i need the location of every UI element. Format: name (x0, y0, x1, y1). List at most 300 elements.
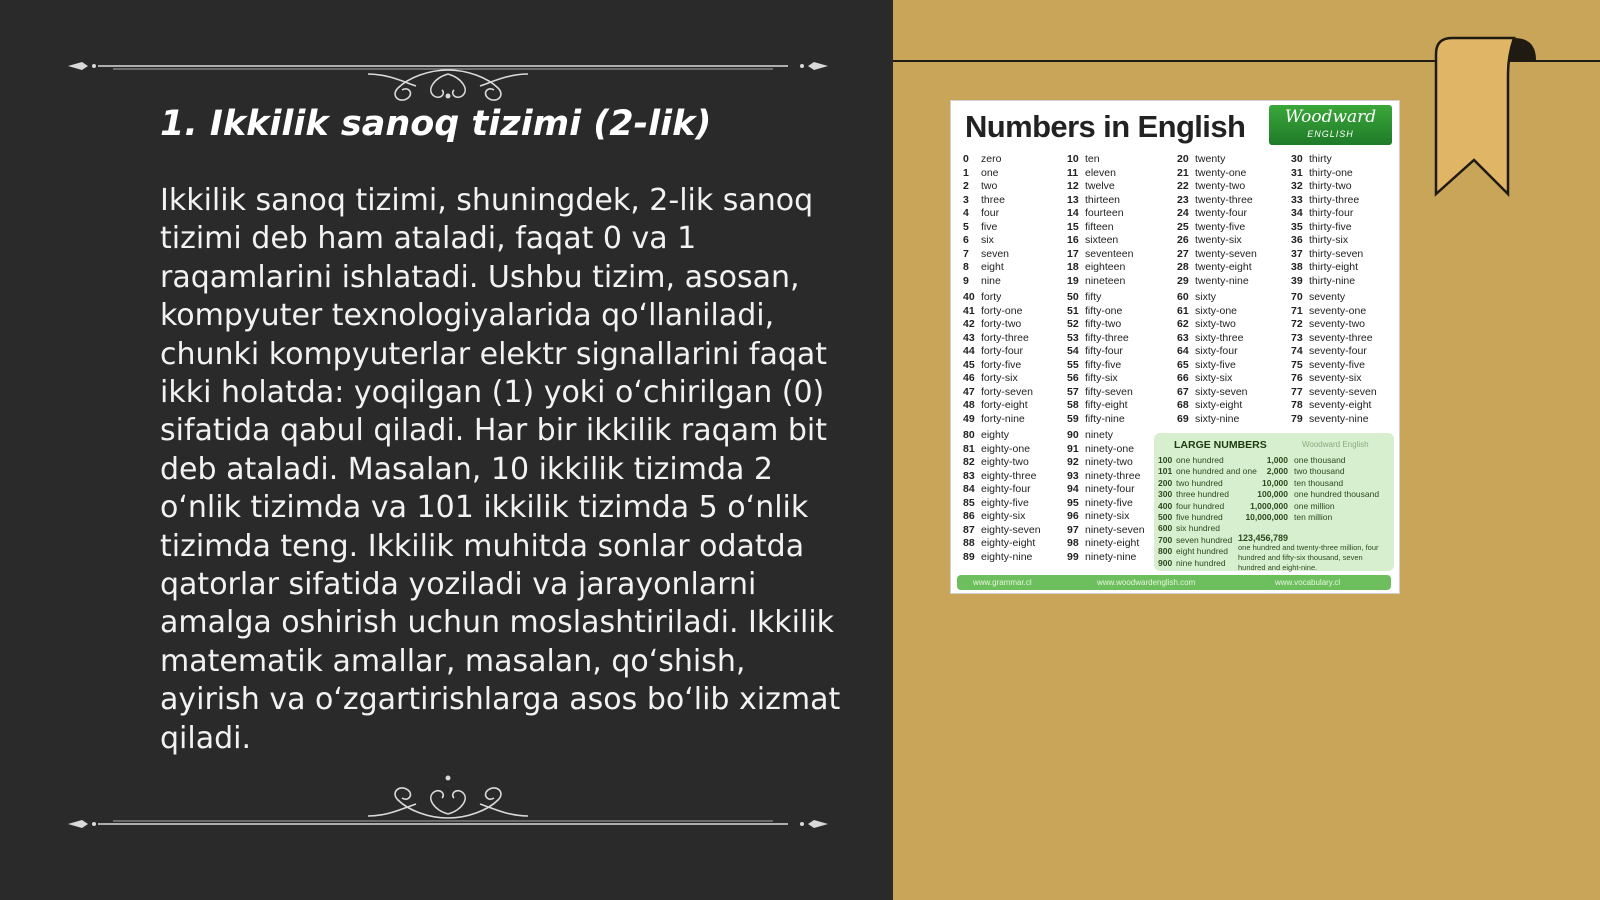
number-word: eighty-eight (981, 537, 1036, 549)
number-row (1177, 345, 1257, 359)
number-word: fifty-one (1085, 304, 1123, 317)
number-row (963, 443, 1041, 457)
number-digit: 15 (1067, 220, 1079, 233)
number-row (963, 470, 1041, 484)
number-row (1067, 510, 1145, 524)
number-digit: 78 (1291, 399, 1303, 411)
number-word: sixty-four (1195, 345, 1238, 357)
number-digit: 29 (1177, 274, 1189, 287)
number-word: four (981, 207, 1000, 219)
number-row (963, 456, 1041, 470)
number-word: forty-four (981, 345, 1024, 357)
large-number-row (1158, 489, 1379, 499)
number-row (1291, 167, 1377, 181)
number-row (1177, 167, 1257, 181)
number-word: ninety-nine (1085, 550, 1137, 563)
numbers-column-1 (963, 153, 1041, 564)
number-row (963, 275, 1041, 289)
number-word: twenty-one (1195, 166, 1247, 179)
large-number-cell: 10,000 (1262, 477, 1288, 488)
number-row (963, 497, 1041, 511)
large-number-cell: two hundred (1176, 477, 1223, 488)
number-word: eighty-seven (981, 523, 1041, 536)
large-number-cell: 100,000 (1257, 489, 1288, 500)
number-word: seventy (1309, 291, 1346, 303)
number-row (1291, 332, 1377, 346)
number-digit: 31 (1291, 166, 1303, 179)
large-number-cell: five hundred (1176, 512, 1223, 522)
number-word: seventy-three (1309, 331, 1373, 344)
big-number-words: one hundred and twenty-three million, four hundred and fifty-six thousand, seven hundred and eight-nine. (1238, 543, 1379, 572)
number-digit: 4 (963, 207, 969, 219)
number-word: thirty-five (1309, 220, 1352, 233)
number-row (963, 345, 1041, 359)
number-word: forty-two (981, 318, 1022, 330)
large-number-cell: 1,000 (1266, 455, 1288, 465)
number-word: seventy-two (1309, 318, 1366, 330)
number-row (963, 305, 1041, 319)
number-word: fifty-four (1085, 345, 1123, 357)
number-word: fourteen (1085, 207, 1124, 219)
number-digit: 3 (963, 193, 969, 206)
large-number-cell: one hundred (1176, 455, 1224, 465)
number-digit: 63 (1177, 331, 1189, 344)
number-digit: 1 (963, 166, 969, 179)
number-word: sixteen (1085, 234, 1119, 246)
number-digit: 9 (963, 274, 969, 287)
number-word: ninety-five (1085, 496, 1133, 509)
number-word: thirty (1309, 153, 1332, 165)
number-digit: 35 (1291, 220, 1303, 233)
number-word: twenty-four (1195, 207, 1247, 219)
number-digit: 91 (1067, 442, 1079, 455)
number-row (963, 429, 1041, 443)
number-digit: 34 (1291, 207, 1303, 219)
number-row (1067, 470, 1145, 484)
number-word: sixty-two (1195, 318, 1236, 330)
number-digit: 36 (1291, 234, 1303, 246)
number-word: fifty-six (1085, 372, 1118, 384)
number-row (963, 386, 1041, 400)
number-digit: 25 (1177, 220, 1189, 233)
number-row (1291, 305, 1377, 319)
number-row (1291, 234, 1377, 248)
number-word: forty-six (981, 372, 1018, 384)
number-row (963, 207, 1041, 221)
number-digit: 10 (1067, 153, 1079, 165)
number-digit: 96 (1067, 510, 1079, 522)
number-row (1067, 275, 1145, 289)
number-digit: 83 (963, 469, 975, 482)
number-digit: 39 (1291, 274, 1303, 287)
number-digit: 95 (1067, 496, 1079, 509)
large-number-cell: 400 (1158, 500, 1173, 511)
large-number-cell: 800 (1158, 546, 1173, 557)
number-digit: 59 (1067, 412, 1079, 425)
number-row (963, 180, 1041, 194)
number-row (1177, 318, 1257, 332)
poster-footer (957, 575, 1391, 590)
number-digit: 87 (963, 523, 975, 536)
large-numbers-title: LARGE NUMBERS (1174, 439, 1267, 451)
number-word: forty (981, 291, 1002, 303)
number-row (1291, 248, 1377, 262)
number-digit: 75 (1291, 358, 1303, 371)
number-row (963, 372, 1041, 386)
number-row (963, 483, 1041, 497)
numbers-column-3 (1177, 153, 1257, 426)
number-digit: 88 (963, 537, 975, 549)
large-number-cell: four hundred (1176, 500, 1225, 511)
large-number-cell: seven hundred (1176, 534, 1233, 545)
numbers-column-4 (1291, 153, 1377, 426)
number-row (1177, 386, 1257, 400)
number-word: seventy-four (1309, 345, 1367, 357)
number-row (1067, 359, 1145, 373)
number-word: forty-three (981, 331, 1029, 344)
large-number-cell: 900 (1158, 557, 1173, 568)
number-row (1291, 413, 1377, 427)
number-word: seventy-one (1309, 304, 1367, 317)
number-row (1067, 221, 1145, 235)
number-row (1291, 399, 1377, 413)
number-row (1067, 318, 1145, 332)
slide-body-text: Ikkilik sanoq tizimi, shuningdek, 2-lik sanoq tizimi deb ham ataladi, faqat 0 va 1 raqamlarini ishlatadi. Ushbu tizim, asosan, kompyuter texnologiyalarida qo‘llaniladi, chunki kompyuterlar elektr signallarini faqat ikki holatda: yoqilgan (1) yoki o‘chirilgan (0) sifatida qabul qiladi. Har bir ikkilik raqam bit deb ataladi. Masalan, 10 ikkilik tizimda 2 o‘nlik tizimda va 101 ikkilik tizimda 5 o‘nlik tizimda teng. Ikkilik muhitda sonlar odatda qatorlar sifatida yoziladi va jarayonlarni amalga oshirish uchun moslashtiriladi. Ikkilik matematik amallar, masalan, qo‘shish, ayirish va o‘zgartirishlarga asos bo‘lib xizmat qiladi. (160, 183, 841, 756)
number-word: sixty (1195, 291, 1216, 303)
number-digit: 18 (1067, 261, 1079, 273)
number-word: forty-one (981, 304, 1023, 317)
number-digit: 28 (1177, 261, 1189, 273)
number-word: eighteen (1085, 261, 1126, 273)
number-digit: 14 (1067, 207, 1079, 219)
number-digit: 54 (1067, 345, 1079, 357)
number-word: fifty-eight (1085, 399, 1128, 411)
number-digit: 49 (963, 412, 975, 425)
number-digit: 22 (1177, 180, 1189, 192)
number-digit: 90 (1067, 429, 1079, 441)
number-row (1067, 167, 1145, 181)
number-word: ninety-two (1085, 456, 1133, 468)
brand-name: Woodward (1284, 107, 1377, 127)
number-digit: 89 (963, 550, 975, 563)
number-row (963, 153, 1041, 167)
number-row (1291, 345, 1377, 359)
large-number-cell: eight hundred (1176, 546, 1228, 557)
number-row (1291, 194, 1377, 208)
poster-title: Numbers in English (965, 109, 1246, 144)
number-word: eighty (981, 429, 1010, 441)
number-row (1067, 524, 1145, 538)
number-word: seventy-nine (1309, 412, 1369, 425)
number-word: thirty-four (1309, 207, 1354, 219)
number-digit: 47 (963, 385, 975, 398)
number-digit: 51 (1067, 304, 1079, 317)
number-word: twenty-six (1195, 234, 1242, 246)
number-digit: 74 (1291, 345, 1303, 357)
number-digit: 24 (1177, 207, 1189, 219)
number-word: ninety (1085, 429, 1114, 441)
large-number-cell: one million (1294, 500, 1335, 511)
numbers-column-2 (1067, 153, 1145, 564)
number-digit: 46 (963, 372, 975, 384)
number-row (1291, 291, 1377, 305)
number-row (963, 510, 1041, 524)
number-word: ninety-eight (1085, 537, 1140, 549)
number-word: eighty-nine (981, 550, 1033, 563)
number-word: twenty (1195, 153, 1226, 165)
large-number-cell: 500 (1158, 512, 1173, 522)
number-row (1177, 372, 1257, 386)
number-word: fifty-two (1085, 318, 1122, 330)
large-number-cell: six hundred (1176, 523, 1220, 534)
number-digit: 20 (1177, 153, 1189, 165)
number-row (963, 332, 1041, 346)
number-word: ninety-three (1085, 469, 1141, 482)
number-digit: 73 (1291, 331, 1303, 344)
number-word: eighty-four (981, 483, 1031, 495)
large-number-cell: 600 (1158, 523, 1173, 534)
number-row (963, 167, 1041, 181)
number-row (1177, 399, 1257, 413)
number-digit: 23 (1177, 193, 1189, 206)
number-digit: 80 (963, 429, 975, 441)
number-row (963, 537, 1041, 551)
large-number-cell: 200 (1158, 477, 1173, 488)
number-row (1291, 386, 1377, 400)
number-row (1067, 332, 1145, 346)
number-word: fifty (1085, 291, 1102, 303)
number-digit: 55 (1067, 358, 1079, 371)
number-row (1291, 261, 1377, 275)
number-word: twenty-nine (1195, 274, 1249, 287)
number-digit: 62 (1177, 318, 1189, 330)
number-row (963, 248, 1041, 262)
number-digit: 38 (1291, 261, 1303, 273)
large-number-cell: ten thousand (1294, 477, 1344, 488)
number-word: seventy-five (1309, 358, 1366, 371)
large-number-row (1158, 455, 1346, 465)
number-digit: 53 (1067, 331, 1079, 344)
large-number-cell: one hundred and one (1176, 466, 1257, 477)
number-row (1067, 194, 1145, 208)
number-digit: 40 (963, 291, 975, 303)
number-word: twenty-five (1195, 220, 1246, 233)
number-word: fifteen (1085, 220, 1114, 233)
number-row (1067, 497, 1145, 511)
number-word: ninety-seven (1085, 523, 1145, 536)
number-row (1177, 275, 1257, 289)
number-digit: 0 (963, 153, 969, 165)
number-row (1291, 359, 1377, 373)
number-word: fifty-seven (1085, 385, 1133, 398)
number-digit: 48 (963, 399, 975, 411)
number-digit: 94 (1067, 483, 1079, 495)
number-row (1177, 153, 1257, 167)
number-digit: 93 (1067, 469, 1079, 482)
number-row (1177, 234, 1257, 248)
number-digit: 77 (1291, 385, 1303, 398)
large-number-row (1158, 512, 1332, 522)
number-digit: 7 (963, 247, 969, 260)
number-row (963, 318, 1041, 332)
large-number-cell: nine hundred (1176, 557, 1226, 568)
number-row (1067, 248, 1145, 262)
number-word: five (981, 220, 998, 233)
number-word: twenty-two (1195, 180, 1246, 192)
number-word: eighty-five (981, 496, 1029, 509)
number-word: twenty-eight (1195, 261, 1252, 273)
number-row (1291, 207, 1377, 221)
number-word: seven (981, 247, 1010, 260)
number-digit: 43 (963, 331, 975, 344)
number-row (963, 524, 1041, 538)
large-number-cell: 10,000,000 (1245, 512, 1288, 522)
number-word: fifty-three (1085, 331, 1129, 344)
number-word: eleven (1085, 166, 1116, 179)
number-digit: 32 (1291, 180, 1303, 192)
number-digit: 81 (963, 442, 975, 455)
number-row (963, 261, 1041, 275)
number-digit: 79 (1291, 412, 1303, 425)
number-word: sixty-seven (1195, 385, 1248, 398)
number-row (1067, 207, 1145, 221)
number-digit: 50 (1067, 291, 1079, 303)
large-number-cell: 100 (1158, 455, 1173, 465)
number-word: sixty-five (1195, 358, 1236, 371)
number-word: eighty-one (981, 442, 1031, 455)
number-digit: 56 (1067, 372, 1079, 384)
number-row (1067, 153, 1145, 167)
number-digit: 45 (963, 358, 975, 371)
number-digit: 30 (1291, 153, 1303, 165)
number-row (963, 551, 1041, 565)
number-row (1067, 386, 1145, 400)
number-digit: 82 (963, 456, 975, 468)
number-word: twenty-three (1195, 193, 1253, 206)
number-word: forty-seven (981, 385, 1033, 398)
large-number-cell: three hundred (1176, 489, 1229, 500)
large-number-row (1158, 478, 1343, 488)
number-digit: 19 (1067, 274, 1079, 287)
number-digit: 99 (1067, 550, 1079, 563)
number-word: ninety-four (1085, 483, 1135, 495)
number-digit: 86 (963, 510, 975, 522)
number-row (1177, 248, 1257, 262)
number-row (1067, 551, 1145, 565)
number-digit: 76 (1291, 372, 1303, 384)
number-row (1177, 291, 1257, 305)
number-digit: 5 (963, 220, 969, 233)
number-row (1177, 261, 1257, 275)
number-digit: 2 (963, 180, 969, 192)
number-digit: 42 (963, 318, 975, 330)
number-word: twelve (1085, 180, 1115, 192)
number-row (1177, 194, 1257, 208)
number-digit: 16 (1067, 234, 1079, 246)
number-digit: 68 (1177, 399, 1189, 411)
number-word: thirty-seven (1309, 247, 1364, 260)
number-digit: 6 (963, 234, 969, 246)
large-number-cell: 2,000 (1266, 466, 1288, 477)
number-digit: 98 (1067, 537, 1079, 549)
number-word: thirty-one (1309, 166, 1353, 179)
number-digit: 57 (1067, 385, 1079, 398)
number-digit: 17 (1067, 247, 1079, 260)
number-digit: 60 (1177, 291, 1189, 303)
number-word: two (981, 180, 998, 192)
number-word: sixty-eight (1195, 399, 1243, 411)
number-row (963, 413, 1041, 427)
number-digit: 13 (1067, 193, 1079, 206)
number-row (1177, 413, 1257, 427)
large-number-cell: 1,000,000 (1250, 500, 1288, 511)
number-word: sixty-six (1195, 372, 1233, 384)
number-word: seventy-seven (1309, 385, 1377, 398)
woodward-logo (1269, 105, 1392, 145)
number-row (1067, 429, 1145, 443)
number-row (1291, 318, 1377, 332)
numbers-poster (950, 100, 1400, 594)
large-number-cell: ten million (1294, 512, 1333, 522)
number-row (1177, 180, 1257, 194)
large-number-row (1158, 501, 1335, 511)
number-row (1291, 221, 1377, 235)
large-number-cell: one thousand (1294, 455, 1346, 465)
number-digit: 41 (963, 304, 975, 317)
number-word: thirty-eight (1309, 261, 1359, 273)
number-row (1177, 359, 1257, 373)
number-word: ninety-six (1085, 510, 1130, 522)
large-number-row (1158, 523, 1294, 533)
number-row (1067, 456, 1145, 470)
number-word: nineteen (1085, 274, 1126, 287)
footer-link-3: www.vocabulary.cl (1275, 578, 1341, 587)
number-word: sixty-nine (1195, 412, 1240, 425)
number-digit: 64 (1177, 345, 1189, 357)
number-word: zero (981, 153, 1002, 165)
large-number-cell: 700 (1158, 534, 1173, 545)
number-word: thirty-six (1309, 234, 1349, 246)
number-word: twenty-seven (1195, 247, 1257, 260)
large-numbers-box (1154, 433, 1394, 571)
number-row (1291, 372, 1377, 386)
number-word: fifty-nine (1085, 412, 1125, 425)
large-number-cell: 101 (1158, 466, 1173, 477)
number-digit: 33 (1291, 193, 1303, 206)
number-digit: 37 (1291, 247, 1303, 260)
number-word: fifty-five (1085, 358, 1122, 371)
number-word: forty-eight (981, 399, 1028, 411)
number-row (1177, 305, 1257, 319)
number-digit: 67 (1177, 385, 1189, 398)
footer-link-2: www.woodwardenglish.com (1097, 578, 1196, 587)
number-row (1291, 180, 1377, 194)
number-word: eighty-six (981, 510, 1026, 522)
number-digit: 8 (963, 261, 969, 273)
large-numbers-brand: Woodward English (1302, 440, 1369, 449)
number-row (963, 291, 1041, 305)
number-word: forty-nine (981, 412, 1025, 425)
number-digit: 26 (1177, 234, 1189, 246)
number-word: seventy-six (1309, 372, 1362, 384)
number-digit: 69 (1177, 412, 1189, 425)
number-row (1067, 399, 1145, 413)
number-digit: 52 (1067, 318, 1079, 330)
number-digit: 92 (1067, 456, 1079, 468)
number-row (1177, 207, 1257, 221)
number-digit: 58 (1067, 399, 1079, 411)
number-digit: 21 (1177, 166, 1189, 179)
